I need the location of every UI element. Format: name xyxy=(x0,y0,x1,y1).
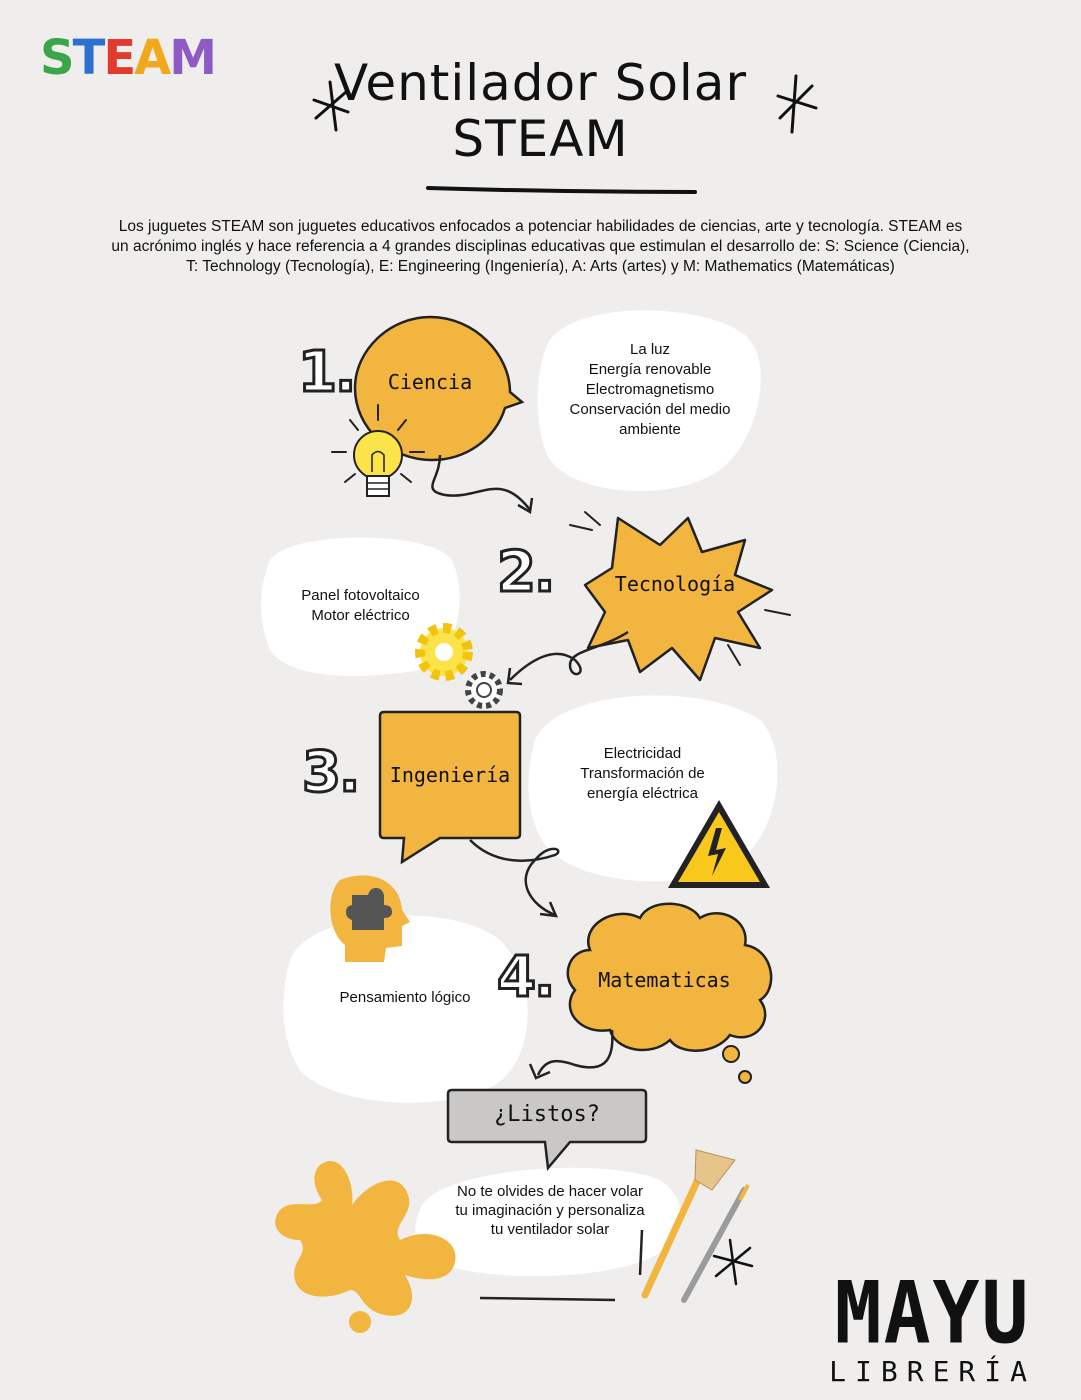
step-2-detail: Motor eléctrico xyxy=(311,607,410,624)
paint-splash-icon xyxy=(275,1161,455,1333)
step-1-details xyxy=(545,340,755,440)
bottom-rule xyxy=(480,1298,615,1300)
step-4-label: Matematicas xyxy=(598,968,731,992)
step-1-detail: La luz xyxy=(629,341,671,358)
title-line-1: Ventilador Solar xyxy=(334,54,747,112)
final-message-line: tu ventilador solar xyxy=(490,1221,610,1238)
bubble-ingenieria xyxy=(380,712,520,862)
brand-logo xyxy=(829,1264,1036,1388)
step-3-details xyxy=(555,744,730,804)
logo-letter-e: E xyxy=(103,30,135,86)
step-1-label: Ciencia xyxy=(387,370,473,394)
final-message xyxy=(430,1182,670,1239)
step-2-label: Tecnología xyxy=(614,572,736,596)
step-2-details xyxy=(268,586,453,626)
brand-subtitle: LIBRERÍA xyxy=(829,1355,1036,1388)
arrow-4-final xyxy=(538,1030,612,1075)
step-3-label: Ingeniería xyxy=(389,763,511,787)
intro-paragraph: Los juguetes STEAM son juguetes educativos enfocados a potenciar habilidades de ciencias, arte y tecnología. STEAM es un acrónimo inglés y hace referencia a 4 grandes disciplinas educativas que estimulan el desarrollo de: S: Science (Ciencia), T: Technology (Tecnología), E: Engineering (Ingeniería), A: Arts (artes) y M: Mathematics (Matemáticas) xyxy=(111,218,970,275)
step-3-detail: Transformación de xyxy=(580,765,705,782)
gears-icon xyxy=(420,628,500,706)
arrow-1-2 xyxy=(432,455,530,510)
final-message-line: No te olvides de hacer volar xyxy=(457,1183,643,1200)
step-1-detail: Conservación del medio xyxy=(569,401,731,418)
step-2-detail: Panel fotovoltaico xyxy=(301,587,420,604)
title-underline xyxy=(428,188,695,192)
blob-matematicas xyxy=(283,915,527,1102)
step-1-detail: Energía renovable xyxy=(588,361,712,378)
step-4-number: 4. xyxy=(497,945,554,1010)
logo-letter-a: A xyxy=(134,30,170,86)
step-3-detail: energía eléctrica xyxy=(587,785,698,802)
step-3-number: 3. xyxy=(302,740,359,805)
step-4-detail: Pensamiento lógico xyxy=(339,989,471,1006)
step-1-detail: ambiente xyxy=(619,421,681,438)
logo-letter-m: M xyxy=(169,30,216,86)
logo-letter-s: S xyxy=(40,30,73,86)
final-label: ¿Listos? xyxy=(494,1102,600,1127)
final-message-line: tu imaginación y personaliza xyxy=(455,1202,645,1219)
arrow-3-4 xyxy=(470,840,558,915)
brand-name: MAYU xyxy=(834,1264,1031,1364)
sparkle-bottom-icon xyxy=(714,1240,752,1284)
step-1-number: 1. xyxy=(298,340,355,405)
step-1-detail: Electromagnetismo xyxy=(585,381,715,398)
burst-tecnologia xyxy=(585,518,772,680)
step-3-detail: Electricidad xyxy=(603,745,682,762)
title-line-2: STEAM xyxy=(452,110,629,168)
step-4-details xyxy=(330,988,480,1008)
logo-letter-t: T xyxy=(72,30,104,86)
page-title xyxy=(0,55,1081,167)
step-2-number: 2. xyxy=(497,540,554,605)
